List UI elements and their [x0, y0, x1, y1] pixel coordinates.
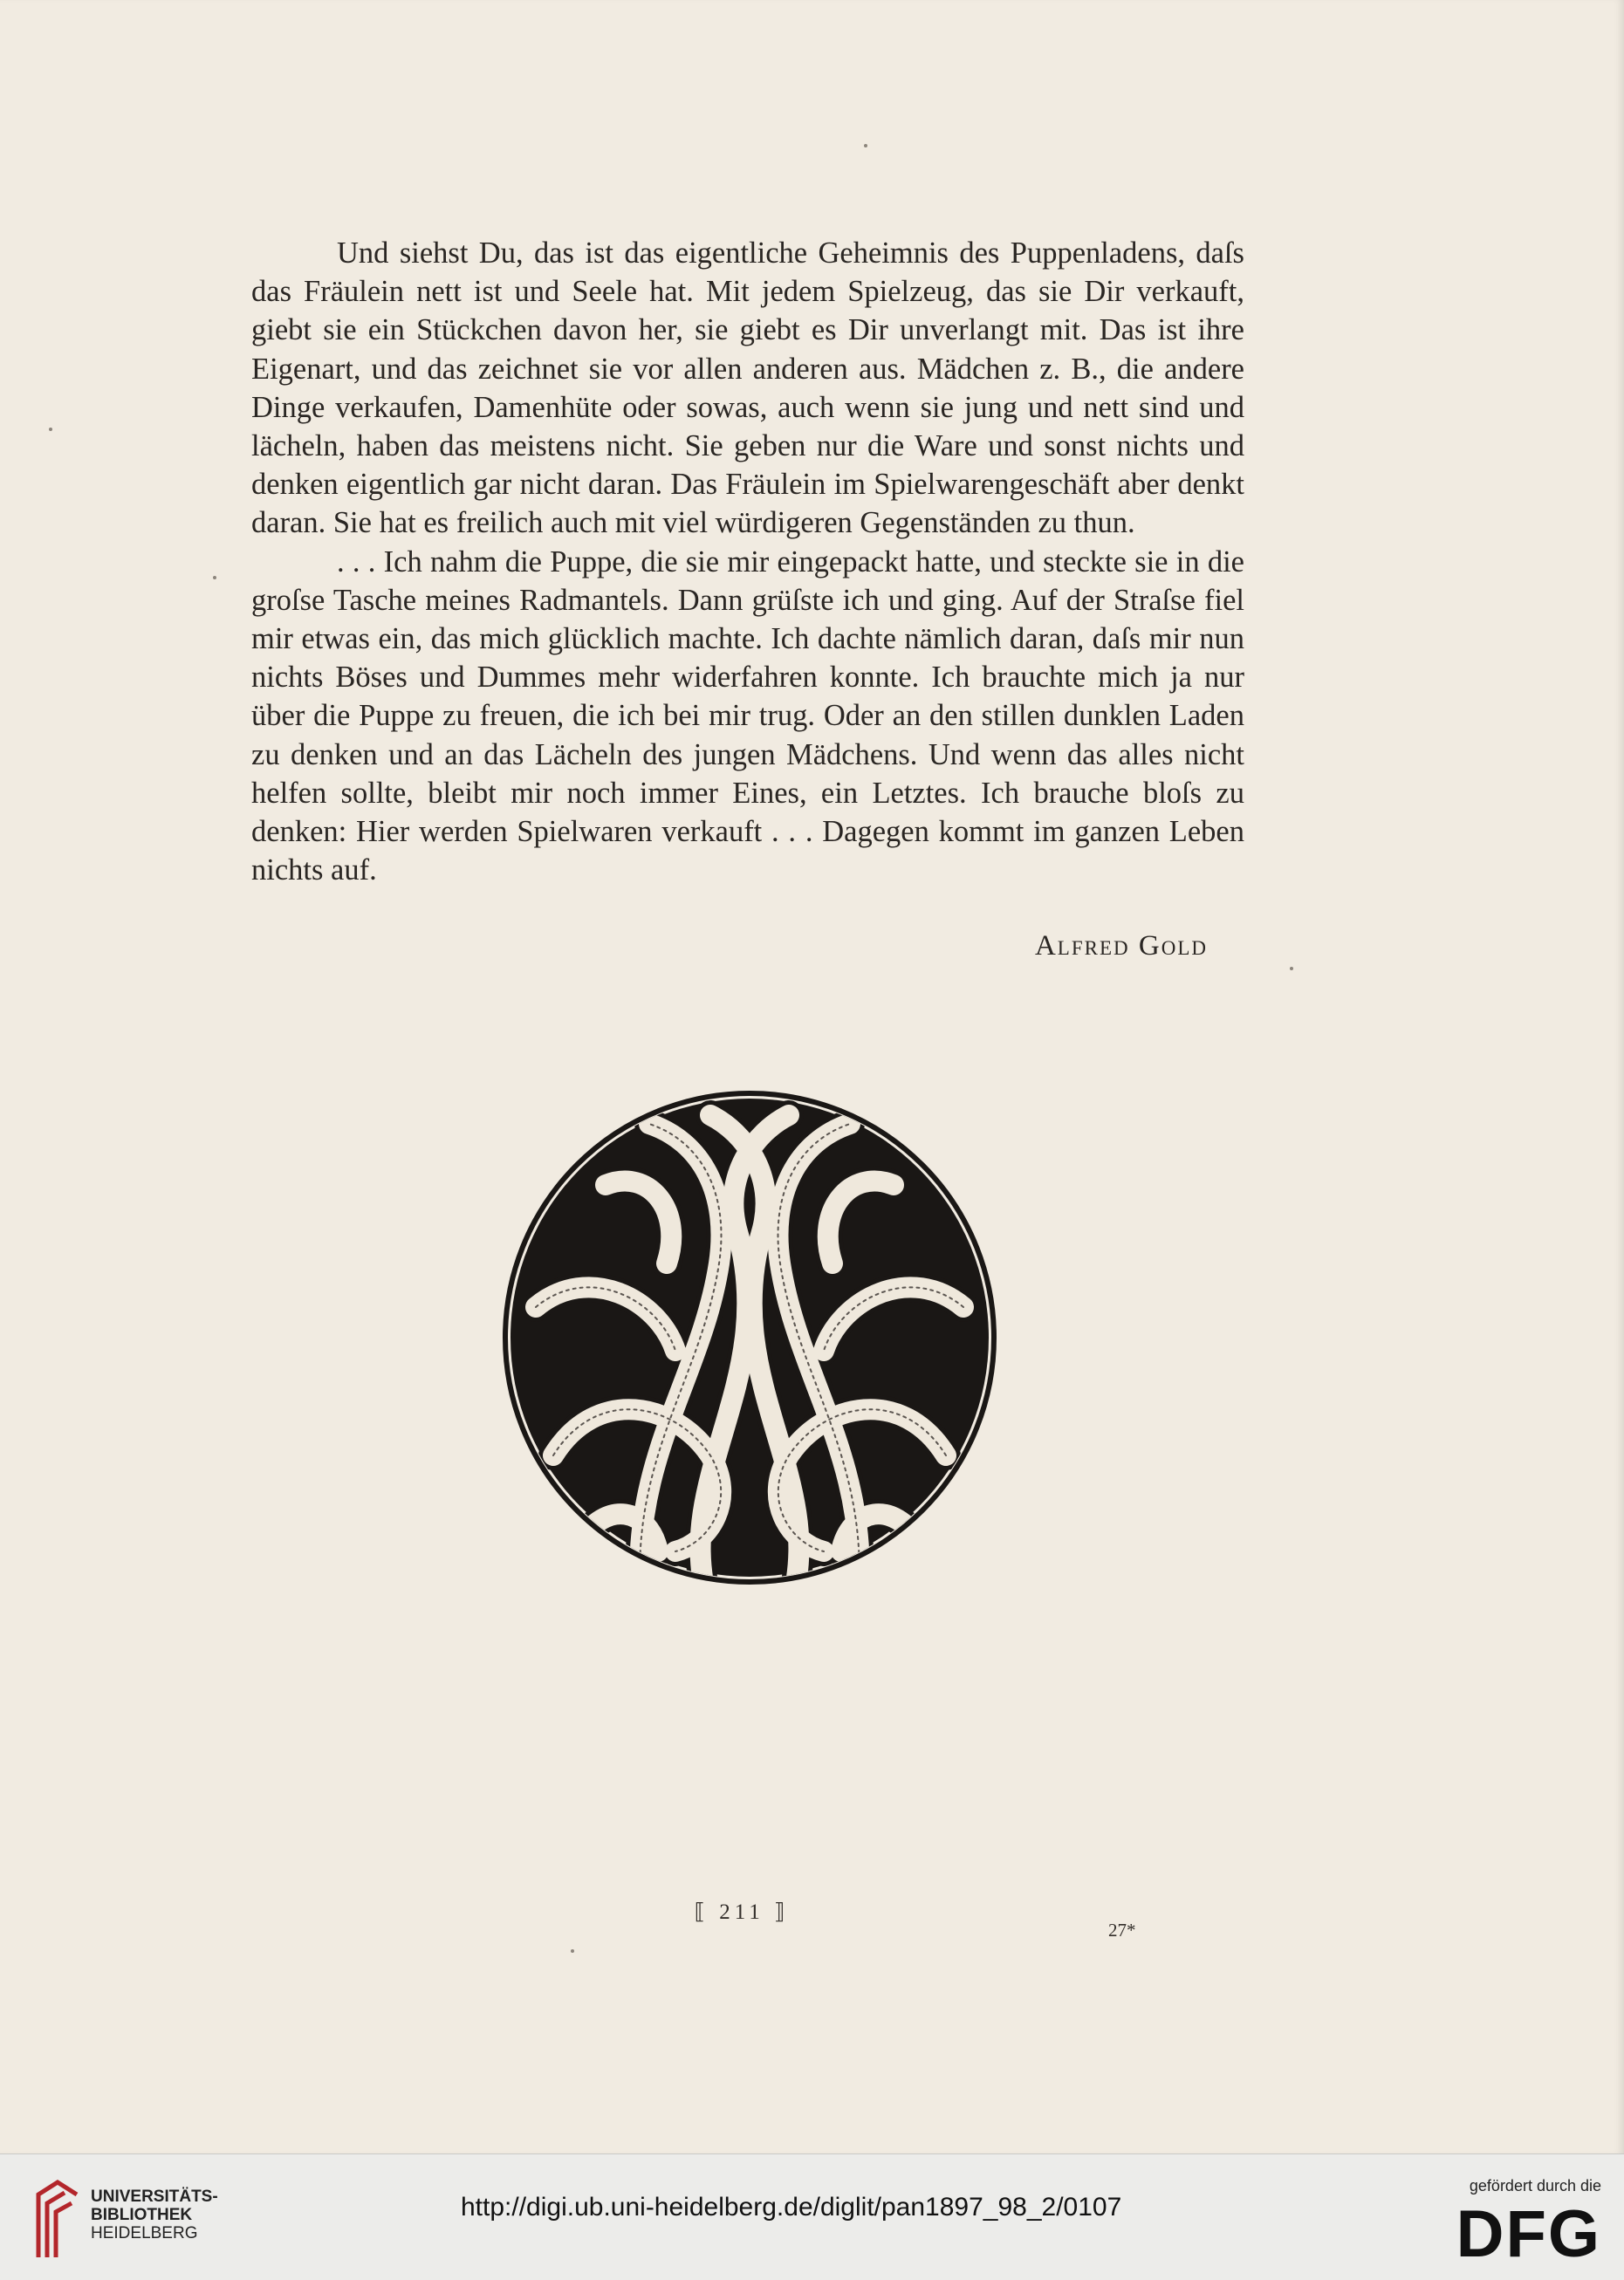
paragraph-1: Und siehst Du, das ist das eigentliche Geheimnis des Puppenladens, daſs das Fräulein nett ist und Seele hat. Mit jedem Spielzeug, das sie Dir verkauft, giebt sie ein Stückchen davon her, sie giebt es Dir unverlangt mit. Das ist ihre Eigenart, und das zeichnet sie vor allen anderen aus. Mädchen z. B., die andere Dinge verkaufen, Damenhüte oder sowas, auch wenn sie jung und nett sind und lächeln, haben das meistens nicht. Sie geben nur die Ware und sonst nichts und denken eigentlich gar nicht daran. Das Fräulein im Spielwarengeschäft aber denkt daran. Sie hat es freilich auch mit viel würdigeren Gegenständen zu thun.	[251, 236, 1244, 540]
signature-mark: 27*	[1108, 1920, 1136, 1941]
paper-speck	[571, 1949, 574, 1953]
ornament-roundel	[501, 1089, 998, 1586]
university-library-name	[91, 2188, 218, 2242]
paper-speck	[1290, 967, 1293, 970]
page-number: ⟦ 211 ⟧	[694, 1900, 790, 1924]
dfg-logo: DFG	[1456, 2197, 1601, 2271]
library-name-line-1: UNIVERSITÄTS-	[91, 2188, 218, 2206]
university-library-logo-icon	[31, 2177, 84, 2261]
paper-speck	[213, 576, 216, 579]
article-text	[251, 234, 1244, 889]
library-name-line-3: HEIDELBERG	[91, 2224, 198, 2242]
paragraph-2: . . . Ich nahm die Puppe, die sie mir eingepackt hatte, und steckte sie in die groſse Tasche meines Radmantels. Dann grüſste ich und ging. Auf der Straſse fiel mir etwas ein, das mich glücklich machte. Ich dachte nämlich daran, daſs mir nun nichts Böses und Dummes mehr widerfahren konnte. Ich brauchte mich ja nur über die Puppe zu freuen, die ich bei mir trug. Oder an den stillen dunklen Laden zu denken und an das Lächeln des jungen Mädchens. Und wenn das alles nicht helfen sollte, bleibt mir noch immer Eines, ein Letztes. Ich brauche bloſs zu denken: Hier werden Spielwaren verkauft . . . Dagegen kommt im ganzen Leben nichts auf.	[251, 544, 1244, 887]
paper-speck	[864, 144, 867, 147]
permalink-url[interactable]: http://digi.ub.uni-heidelberg.de/diglit/pan1897_98_2/0107	[461, 2193, 1122, 2222]
paper-speck	[49, 428, 52, 431]
funded-by-label: gefördert durch die	[1469, 2177, 1601, 2194]
author-name: Alfred Gold	[1034, 930, 1208, 962]
library-name-line-2: BIBLIOTHEK	[91, 2206, 193, 2224]
viewer-footer	[0, 2153, 1624, 2280]
